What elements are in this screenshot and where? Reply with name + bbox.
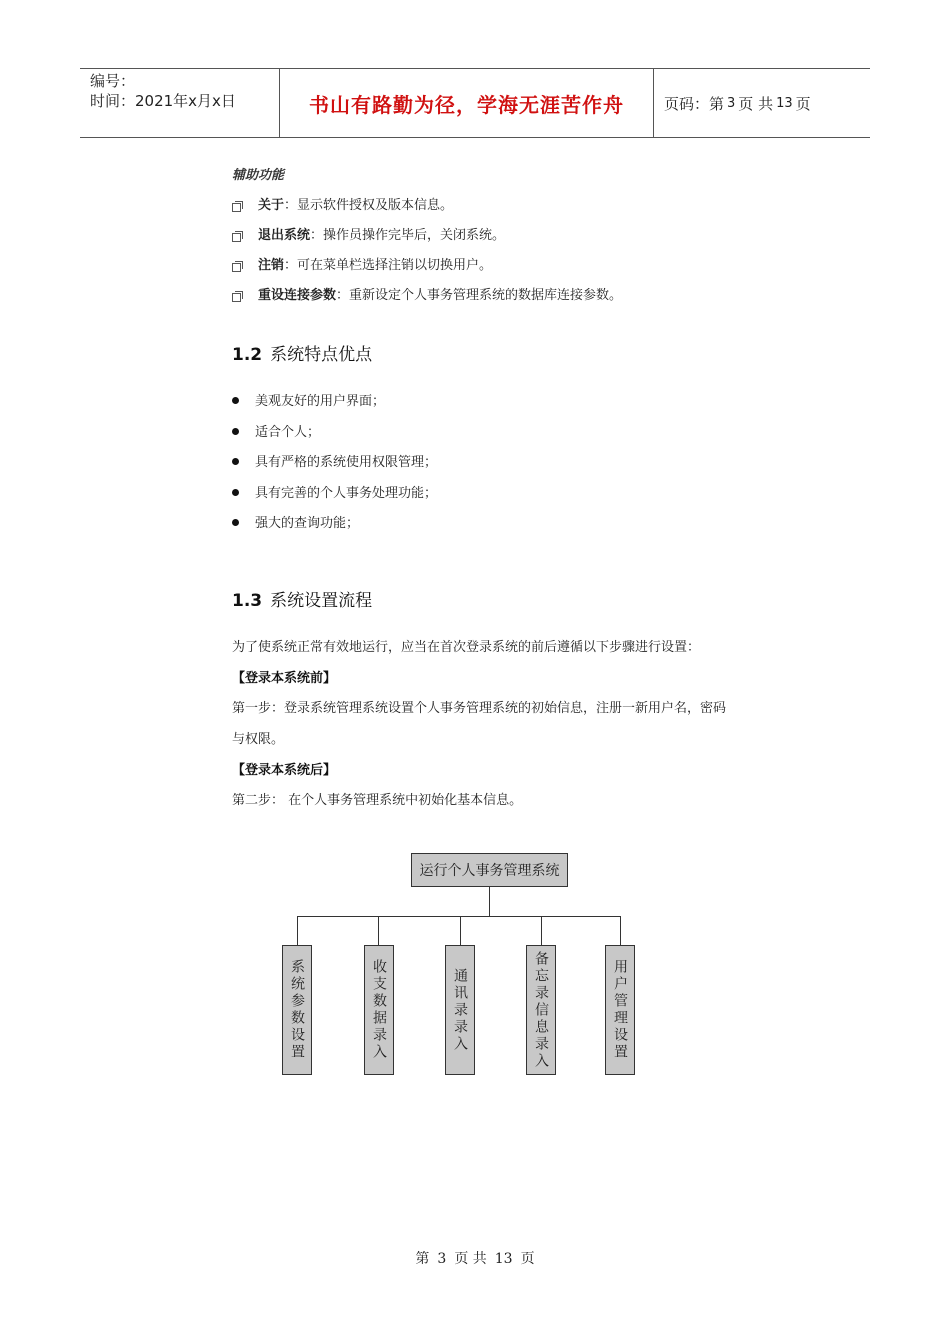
after-login-label: 【登录本系统后】 bbox=[232, 763, 337, 778]
aux-item-text: ：显示软件授权及版本信息。 bbox=[284, 198, 454, 213]
bullet-item: 强大的查询功能； bbox=[255, 516, 360, 531]
header-motto: 书山有路勤为径，学海无涯苦作舟 bbox=[280, 69, 654, 137]
aux-item-text: ：重新设定个人事务管理系统的数据库连接参数。 bbox=[336, 288, 623, 303]
aux-item bbox=[258, 198, 453, 214]
diagram-child-node: 系统参数设置 bbox=[282, 945, 312, 1075]
bullet-icon bbox=[232, 458, 239, 465]
footer-current: 3 bbox=[437, 1251, 447, 1267]
footer-prefix: 第 bbox=[415, 1251, 430, 1267]
bullet-icon bbox=[232, 519, 239, 526]
bullet-icon bbox=[232, 397, 239, 404]
time-label: 时间：2021年x月x日 bbox=[90, 92, 236, 110]
aux-item bbox=[258, 288, 622, 304]
section-heading bbox=[232, 586, 372, 611]
checkbox-icon bbox=[232, 203, 241, 212]
page-suffix: 页 bbox=[795, 94, 811, 113]
diagram-child-node: 用户管理设置 bbox=[605, 945, 635, 1075]
aux-item-text: ：可在菜单栏选择注销以切换用户。 bbox=[284, 258, 493, 273]
bullet-icon bbox=[232, 489, 239, 496]
diagram-child-node: 通讯录录入 bbox=[445, 945, 475, 1075]
section-number: 1.3 bbox=[232, 591, 263, 611]
step2-text: 第二步： 在个人事务管理系统中初始化基本信息。 bbox=[232, 793, 523, 808]
header-page-info bbox=[654, 69, 870, 137]
connector-line bbox=[297, 916, 298, 946]
diagram-child-node: 收支数据录入 bbox=[364, 945, 394, 1075]
header-meta bbox=[80, 69, 280, 137]
page-footer bbox=[0, 1248, 950, 1268]
connector-line bbox=[378, 916, 379, 946]
bullet-item: 具有完善的个人事务处理功能； bbox=[255, 486, 438, 501]
checkbox-icon bbox=[232, 293, 241, 302]
footer-suffix: 页 bbox=[520, 1251, 535, 1267]
checkbox-icon bbox=[232, 233, 241, 242]
bullet-item: 具有严格的系统使用权限管理； bbox=[255, 455, 438, 470]
step1-text-cont: 与权限。 bbox=[232, 732, 285, 747]
connector-line bbox=[460, 916, 461, 946]
bullet-item: 美观友好的用户界面； bbox=[255, 394, 386, 409]
page-current: 3 bbox=[727, 95, 736, 111]
aux-item-label: 重设连接参数 bbox=[258, 288, 337, 303]
diagram-root-node: 运行个人事务管理系统 bbox=[411, 853, 568, 887]
section-title: 系统特点优点 bbox=[270, 345, 373, 365]
footer-mid: 页 共 bbox=[454, 1251, 487, 1267]
section-title: 系统设置流程 bbox=[270, 591, 373, 611]
page-header bbox=[80, 68, 870, 138]
page-total: 13 bbox=[776, 95, 793, 111]
page-mid: 页 共 bbox=[738, 94, 774, 113]
aux-item-label: 退出系统 bbox=[258, 228, 311, 243]
bullet-icon bbox=[232, 428, 239, 435]
connector-line bbox=[620, 916, 621, 946]
aux-item bbox=[258, 258, 492, 274]
section-number: 1.2 bbox=[232, 345, 263, 365]
bullet-item: 适合个人； bbox=[255, 425, 321, 440]
aux-item-text: ：操作员操作完毕后，关闭系统。 bbox=[310, 228, 506, 243]
checkbox-icon bbox=[232, 263, 241, 272]
connector-line bbox=[489, 887, 490, 917]
aux-item-label: 关于 bbox=[258, 198, 285, 213]
section-heading bbox=[232, 340, 372, 365]
intro-paragraph: 为了使系统正常有效地运行，应当在首次登录系统的前后遵循以下步骤进行设置： bbox=[232, 640, 701, 655]
aux-title: 辅助功能 bbox=[232, 168, 285, 183]
diagram-child-node: 备忘录信息录入 bbox=[526, 945, 556, 1075]
footer-total: 13 bbox=[494, 1251, 513, 1267]
before-login-label: 【登录本系统前】 bbox=[232, 671, 337, 686]
aux-item bbox=[258, 228, 505, 244]
aux-item-label: 注销 bbox=[258, 258, 285, 273]
number-label: 编号： bbox=[90, 72, 136, 90]
connector-line bbox=[297, 916, 621, 917]
page-prefix: 页码：第 bbox=[664, 94, 725, 113]
connector-line bbox=[541, 916, 542, 946]
step1-text: 第一步：登录系统管理系统设置个人事务管理系统的初始信息，注册一新用户名，密码 bbox=[232, 701, 727, 716]
